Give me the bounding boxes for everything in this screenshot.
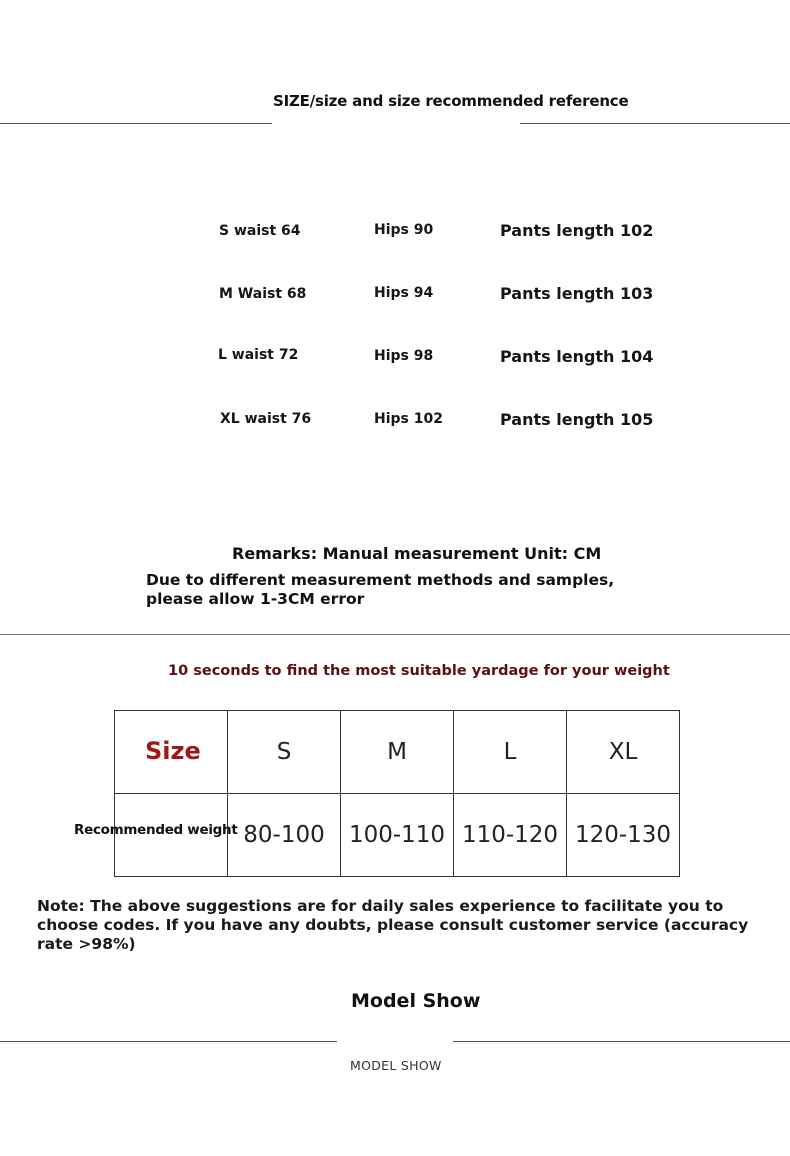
weight-s: 80-100 <box>228 794 341 877</box>
weight-finder-heading: 10 seconds to find the most suitable yardage for your weight <box>168 663 670 679</box>
table-header-row <box>115 711 680 794</box>
hips-l: Hips 98 <box>374 348 434 364</box>
model-divider-left <box>0 1041 337 1042</box>
size-header-label: Size <box>145 737 201 765</box>
recommended-weight-label: Recommended weight <box>74 822 238 838</box>
size-header-cell <box>115 711 228 794</box>
title-divider-left <box>0 123 272 124</box>
title-divider-right <box>520 123 790 124</box>
length-l: Pants length 104 <box>500 347 654 366</box>
hips-xl: Hips 102 <box>374 411 443 427</box>
hips-s: Hips 90 <box>374 222 434 238</box>
model-show-subtitle: MODEL SHOW <box>350 1058 442 1073</box>
length-s: Pants length 102 <box>500 221 654 240</box>
size-col-s: S <box>228 711 341 794</box>
size-section-title: SIZE/size and size recommended reference <box>273 92 629 110</box>
size-col-l: L <box>454 711 567 794</box>
section-divider <box>0 634 790 635</box>
size-col-m: M <box>341 711 454 794</box>
model-show-title: Model Show <box>351 990 481 1012</box>
weight-size-table <box>114 710 680 877</box>
weight-m: 100-110 <box>341 794 454 877</box>
hips-m: Hips 94 <box>374 285 434 301</box>
waist-s: S waist 64 <box>219 223 301 239</box>
waist-l: L waist 72 <box>218 347 299 363</box>
length-m: Pants length 103 <box>500 284 654 303</box>
measurement-disclaimer: Due to different measurement methods and samples, please allow 1-3CM error <box>146 571 615 608</box>
weight-xl: 120-130 <box>567 794 680 877</box>
size-col-xl: XL <box>567 711 680 794</box>
length-xl: Pants length 105 <box>500 410 654 429</box>
model-divider-right <box>453 1041 790 1042</box>
waist-xl: XL waist 76 <box>220 411 312 427</box>
weight-l: 110-120 <box>454 794 567 877</box>
size-advice-note: Note: The above suggestions are for daily sales experience to facilitate you to choose codes. If you have any doubts, please consult customer service (accuracy rate >98%) <box>37 897 749 953</box>
measurement-remarks: Remarks: Manual measurement Unit: CM <box>232 544 602 563</box>
waist-m: M Waist 68 <box>219 286 307 302</box>
